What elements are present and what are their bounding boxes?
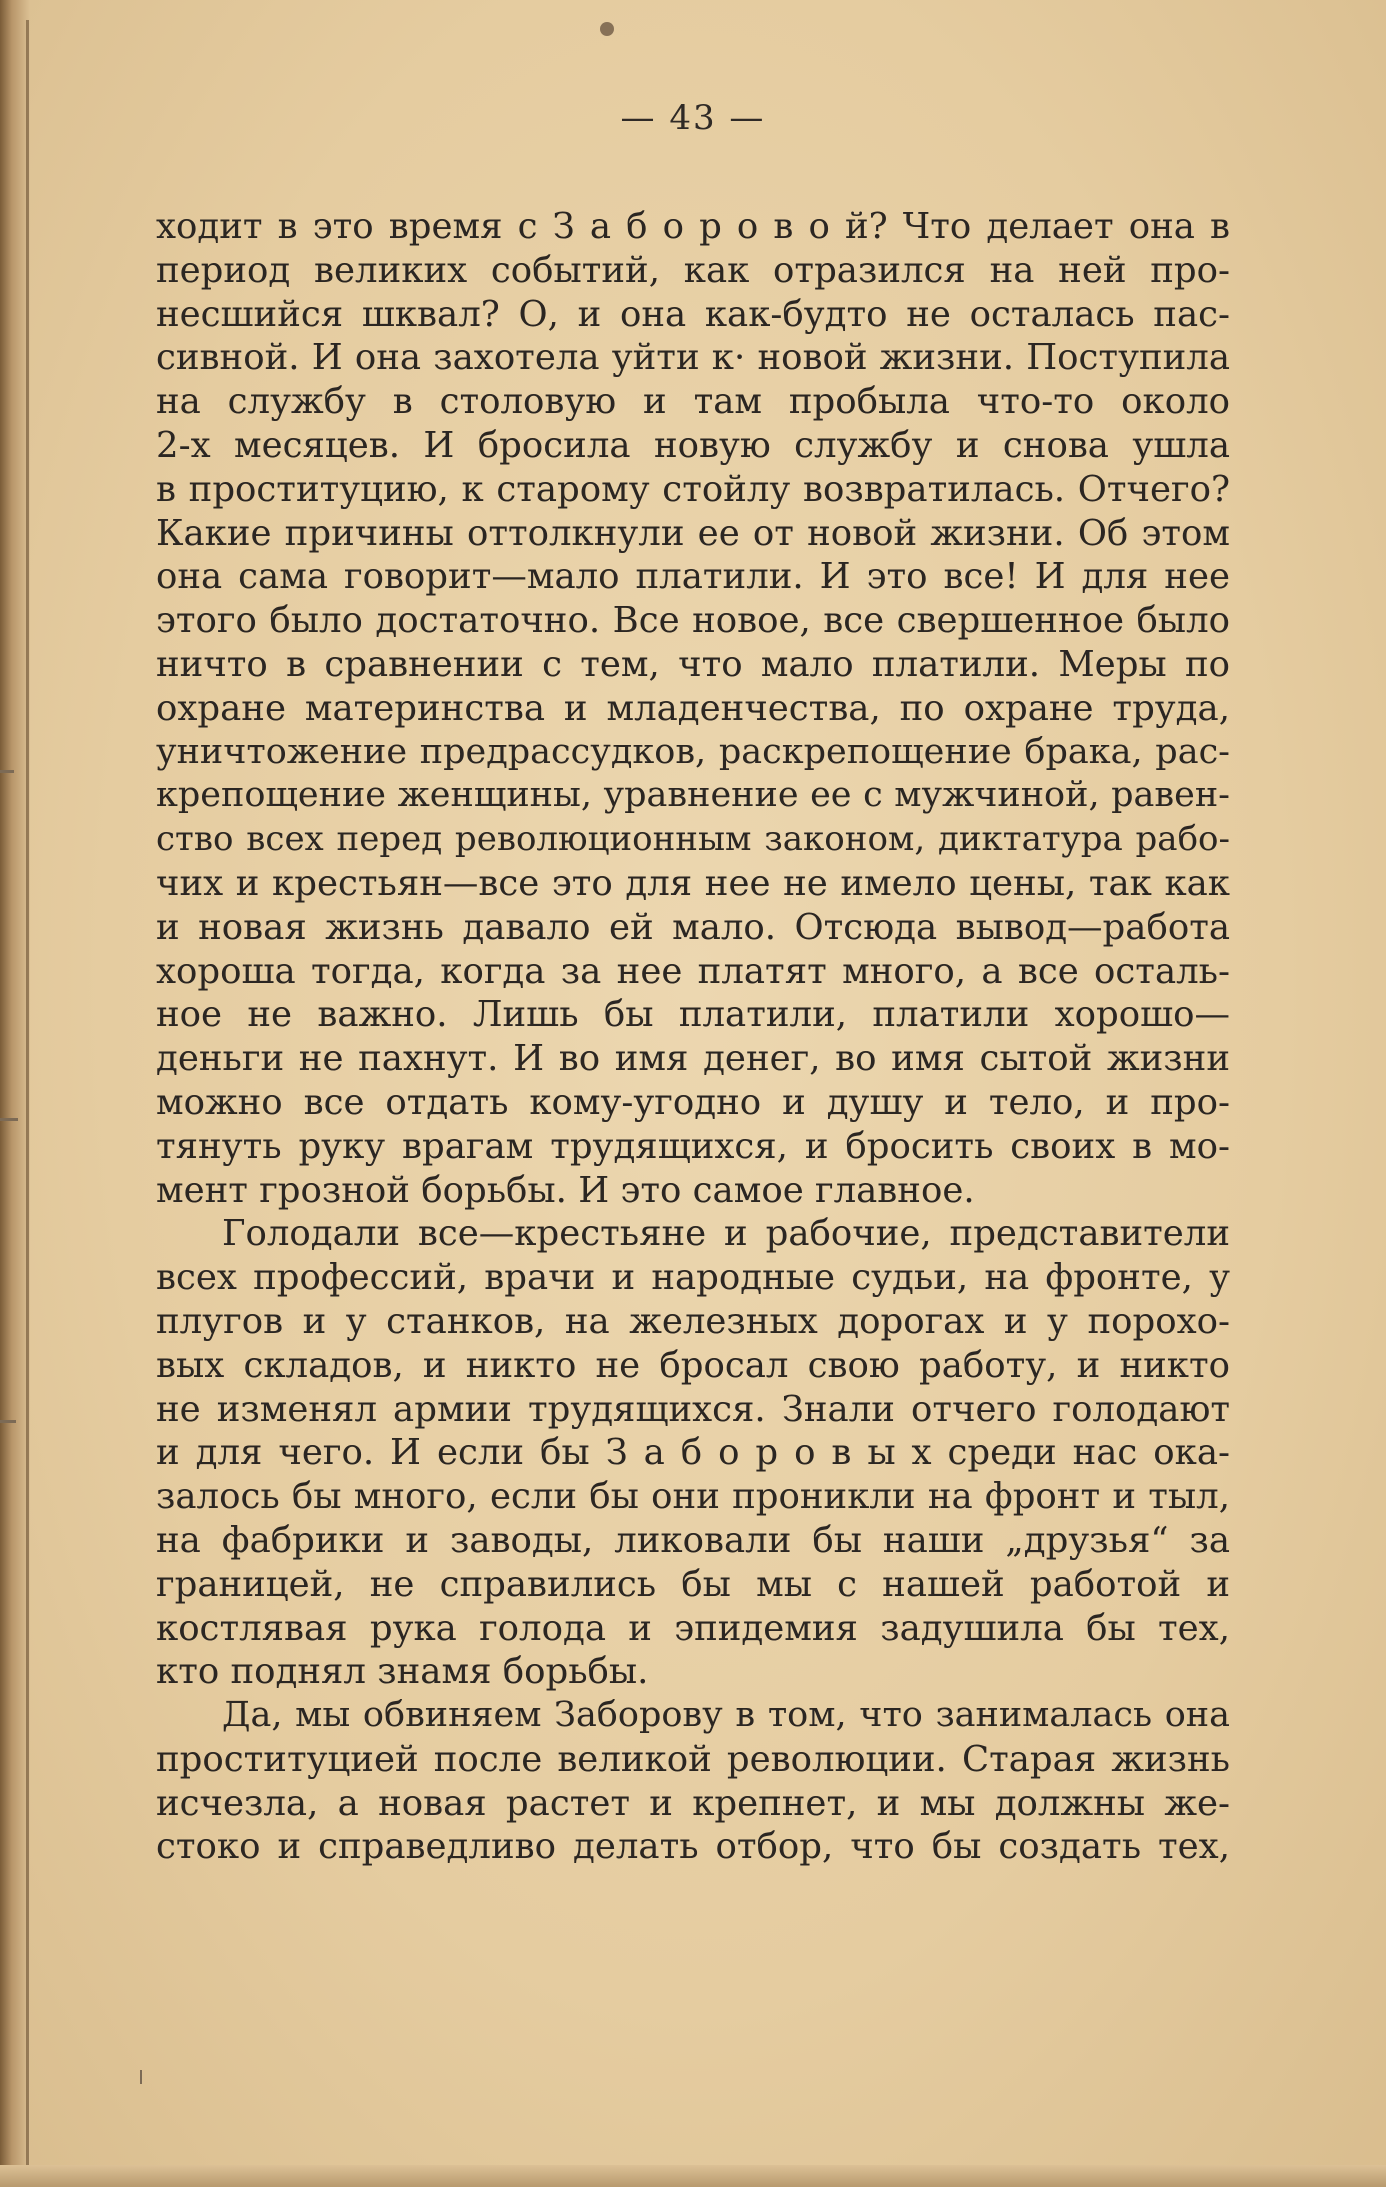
text-line: стоко и справедливо делать отбор, что бы создать тех, (156, 1826, 1230, 1868)
text-line: хороша тогда, когда за нее платят много, а все осталь- (156, 950, 1230, 992)
text-line: вых складов, и никто не бросал свою работу, и никто (156, 1344, 1230, 1386)
margin-mark (0, 770, 14, 773)
text-line: чих и крестьян—все это для нее не имело цены, так как (156, 862, 1230, 904)
text-line: не изменял армии трудящихся. Знали отчего голодают (156, 1388, 1230, 1430)
text-line: в проституцию, к старому стойлу возвратилась. Отчего? (156, 468, 1230, 510)
text-line: тянуть руку врагам трудящихся, и бросить своих в мо- (156, 1125, 1230, 1167)
text-line: она сама говорит—мало платили. И это все! И для нее (156, 556, 1230, 598)
margin-mark (0, 1420, 16, 1423)
ink-spot (600, 22, 614, 36)
text-line: сивной. И она захотела уйти к· новой жизни. Поступила (156, 337, 1230, 379)
text-line: крепощение женщины, уравнение ее с мужчиной, равен- (156, 775, 1230, 816)
text-line: на службу в столовую и там пробыла что-то около (156, 381, 1230, 423)
text-line: исчезла, а новая растет и крепнет, и мы должны же- (156, 1782, 1230, 1824)
text-line: костлявая рука голода и эпидемия задушила бы тех, (156, 1607, 1230, 1649)
text-line: всех профессий, врачи и народные судьи, на фронте, у (156, 1257, 1230, 1299)
text-line: Какие причины оттолкнули ее от новой жизни. Об этом (156, 512, 1230, 554)
text-line: деньги не пахнут. И во имя денег, во имя сытой жизни (156, 1038, 1230, 1080)
text-line: ное не важно. Лишь бы платили, платили хорошо— (156, 994, 1230, 1036)
page-number: — 43 — (620, 98, 766, 138)
text-line: этого было достаточно. Все новое, все свершенное было (156, 600, 1230, 642)
text-line: кто поднял знамя борьбы. (156, 1651, 649, 1693)
text-line: границей, не справились бы мы с нашей работой и (156, 1563, 1230, 1605)
text-line: 2-х месяцев. И бросила новую службу и снова ушла (156, 424, 1230, 466)
text-line: плугов и у станков, на железных дорогах и у порохо- (156, 1300, 1230, 1342)
text-line: ничто в сравнении с тем, что мало платили. Меры по (156, 643, 1230, 685)
page-bottom-edge (0, 2165, 1386, 2187)
text-line: ство всех перед революционным законом, диктатура рабо- (156, 819, 1230, 860)
text-line: охране материнства и младенчества, по охране труда, (156, 687, 1230, 729)
text-line: проституцией после великой революции. Старая жизнь (156, 1738, 1230, 1780)
margin-mark (140, 2070, 142, 2084)
text-line: залось бы много, если бы они проникли на фронт и тыл, (156, 1476, 1230, 1518)
text-line: на фабрики и заводы, ликовали бы наши „друзья“ за (156, 1519, 1230, 1561)
text-line: уничтожение предрассудков, раскрепощение брака, рас- (156, 731, 1230, 772)
text-line: Да, мы обвиняем Заборову в том, что занималась она (222, 1695, 1230, 1736)
text-line: и для чего. И если бы З а б о р о в ы х среди нас ока- (156, 1432, 1230, 1474)
text-line: несшийся шквал? О, и она как-будто не осталась пас- (156, 293, 1230, 335)
binding-fold-line (26, 20, 29, 2167)
text-line: Голодали все—крестьяне и рабочие, представители (222, 1213, 1230, 1255)
text-line: период великих событий, как отразился на ней про- (156, 249, 1230, 291)
text-line: мент грозной борьбы. И это самое главное. (156, 1169, 975, 1211)
text-line: можно все отдать кому-угодно и душу и тело, и про- (156, 1081, 1230, 1123)
margin-mark (0, 1118, 18, 1121)
text-line: ходит в это время с З а б о р о в о й? Что делает она в (156, 206, 1230, 247)
body-text (156, 205, 1230, 1869)
text-line: и новая жизнь давало ей мало. Отсюда вывод—работа (156, 906, 1230, 948)
